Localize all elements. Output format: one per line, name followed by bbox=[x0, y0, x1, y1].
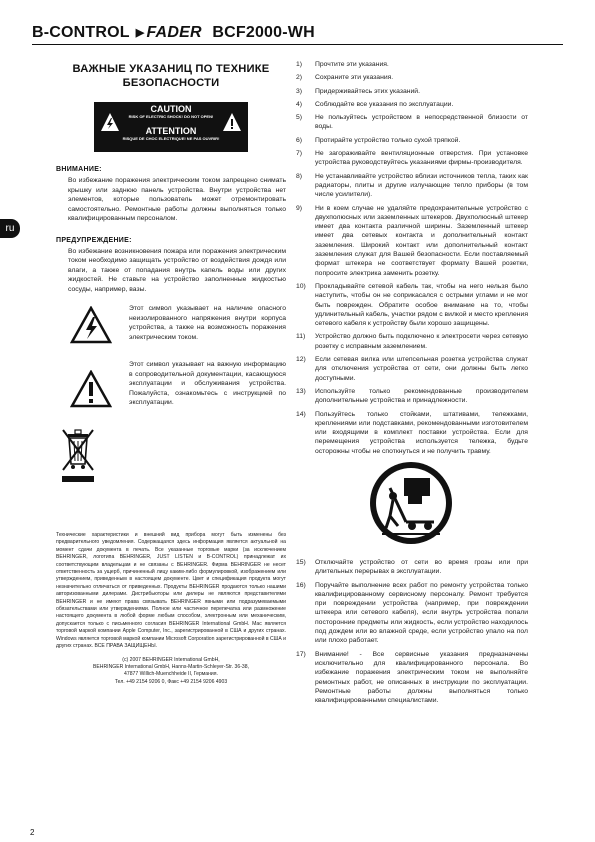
lightning-triangle-icon bbox=[70, 306, 112, 344]
item-number: 16) bbox=[296, 581, 306, 589]
item-text: Прокладывайте сетевой кабель так, чтобы на него нельзя было наступить, чтобы он не соприкасался с острыми углами и не мог быть поврежден. Обратите особое внимание на то, чтобы удлинительный кабель, участки рядом с вилкой и место крепления сетевого кабеля к устройству были хорошо защищены. bbox=[315, 282, 528, 328]
brand-line bbox=[32, 24, 563, 42]
item-text: Ни в коем случае не удаляйте предохранительные устройство с двухполюсных или заземленных штекеров. Двухполюсный штекер имеет два контакта различной ширины. Заземленный штекер имеет два сетевых контакта и дополнительный контакт заземления. Широкий контакт или дополнительный контакт заземления служат для Вашей безопасности. Если поставляемый формат штекера не соответствует формату Вашей розетки, попросите электрика заменить розетку. bbox=[315, 204, 528, 277]
item-text: Соблюдайте все указания по эксплуатации. bbox=[315, 100, 454, 108]
item-number: 6) bbox=[296, 136, 303, 144]
crossed-bin-icon bbox=[60, 424, 96, 488]
item-text: Не пользуйтесь устройством в непосредственной близости от воды. bbox=[315, 114, 528, 131]
header-rule bbox=[32, 44, 563, 45]
item-text: Не загораживайте вентиляционные отверстия. При установке устройства руководствуйтесь указаниями фирмы-производителя. bbox=[315, 150, 528, 167]
copyright-line: (c) 2007 BEHRINGER International GmbH, bbox=[122, 656, 220, 663]
safety-list-item bbox=[296, 60, 528, 69]
item-text: Отключайте устройство от сети во время грозы или при длительных перерывах в эксплуатации. bbox=[315, 558, 528, 576]
cart-warning-icon bbox=[368, 460, 454, 546]
address-line: BEHRINGER International GmbH, Hanns-Martin-Schleyer-Str. 36-38, bbox=[93, 663, 249, 670]
item-number: 12) bbox=[296, 356, 306, 364]
safety-list-item bbox=[296, 204, 528, 278]
item-text: Пользуйтесь только стойками, штативами, тележками, креплениями или подставками, рекомендованными изготовителем или входящими в комплект поставки устройства. Если для перемещения устройства используется тележка, будьте осторожны чтобы не споткнуться и не получить травму. bbox=[315, 410, 528, 455]
item-number: 8) bbox=[296, 172, 303, 180]
cart-warning-block bbox=[296, 460, 528, 550]
item-number: 13) bbox=[296, 387, 306, 395]
item-number: 15) bbox=[296, 558, 306, 566]
item-number: 5) bbox=[296, 114, 303, 122]
warning-text: Во избежание поражения электрическим током запрещено снимать крышку или заднюю панель устройства. Внутри устройства нет элементов, которые пользователь может отремонтировать самостоятельно. Ремонтные работы должны выполняться только квалифицированным персоналом. bbox=[68, 177, 286, 222]
item-number: 7) bbox=[296, 150, 303, 158]
safety-list-item bbox=[296, 136, 528, 145]
safety-list bbox=[296, 60, 528, 456]
copyright-block bbox=[56, 657, 286, 687]
safety-list-item bbox=[296, 113, 528, 132]
item-text: Поручайте выполнение всех работ по ремонту устройства только квалифицированному сервисному персоналу. Ремонт требуется при повреждении устройства (например, при повреждении штекера или сетевого кабеля), если внутрь устройства попали посторонние предметы или жидкость, если устройство находилось под дождем или во влажной среде, если устройство упало на пол или плохо работает. bbox=[315, 581, 528, 645]
item-text: Протирайте устройство только сухой тряпкой. bbox=[315, 136, 461, 144]
attention-heading: ATTENTION bbox=[145, 126, 197, 136]
item-number: 4) bbox=[296, 100, 303, 108]
right-column bbox=[296, 60, 528, 709]
item-text: Придерживайтесь этих указаний. bbox=[315, 87, 420, 95]
phone-line: Тел. +49 2154 9206 0, Факс +49 2154 9206 4903 bbox=[114, 678, 228, 685]
page-header bbox=[32, 24, 563, 52]
arrow-icon: ▶ bbox=[135, 27, 145, 39]
model-name: BCF2000-WH bbox=[212, 24, 315, 41]
safety-list-item bbox=[296, 100, 528, 109]
item-number: 17) bbox=[296, 650, 306, 658]
item-text: Если сетевая вилка или штепсельная розетка устройства служат для отключения устройства от сети, они должны быть легко доступными. bbox=[315, 356, 528, 382]
attention-subtext: RISQUE DE CHOC ELECTRIQUE! NE PAS OUVRIR! bbox=[122, 136, 220, 141]
legal-fineprint: Технические характеристики и внешний вид прибора могут быть изменены без предварительного уведомления. Содержащаяся здесь информация является актуальной на момент сдачи документа в печать. Все указанные торговые марки (за исключением BEHRINGER, логотипа BEHRINGER, JUST LISTEN и B-CONTROL) принадлежат их соответствующим владельцам и не связаны с BEHRINGER. Фирма BEHRINGER не несет ответственность за ущерб, причиненный лицу каким-либо формулировкой, изображением или утверждением, приведенным в настоящем документе. Цвет и спецификация продукта могут незначительно отличаться от приведенных. Продукты BEHRINGER продаются только нашими авторизованными дилерами. Дистрибьюторы или дилеры не являются представителями BEHRINGER и не имеют права связывать BEHRINGER явными или подразумеваемыми обязательствами или утверждениями. Полное или частичное перепечатка или размножение настоящего документа в любой форме любым способом, электронным или механическим, допускается только с письменного согласия BEHRINGER International GmbH. Mac является торговой маркой компании Apple Computer, Inc., зарегистрированной в США и других странах. Windows является торговой маркой компании Microsoft Corporation зарегистрированной в США и других странах. ВСЕ ПРАВА ЗАЩИЩЕНЫ. bbox=[56, 532, 286, 650]
safety-list-item bbox=[296, 558, 528, 577]
symbol-exclamation-text: Этот символ указывает на важную информацию в сопроводительной документации, касающуюся эксплуатации и обслуживания устройства. Пожалуйста, ознакомьтесь с инструкцией по эксплуатации. bbox=[129, 361, 286, 406]
item-number: 2) bbox=[296, 74, 303, 82]
symbol-lightning-row bbox=[56, 304, 286, 354]
safety-list-item bbox=[296, 73, 528, 82]
item-number: 1) bbox=[296, 61, 303, 68]
caution-subtext: RISK OF ELECTRIC SHOCK! DO NOT OPEN! bbox=[128, 114, 214, 119]
item-number: 14) bbox=[296, 410, 306, 418]
item-text: Используйте только рекомендованные производителем дополнительные устройства и принадлежности. bbox=[315, 387, 528, 405]
caution-heading: CAUTION bbox=[150, 104, 192, 114]
item-text: Прочтите эти указания. bbox=[315, 61, 389, 68]
city-line: 47877 Willich-Muenchheide II, Германия. bbox=[124, 671, 218, 678]
item-text: Внимание! - Все сервисные указания предназначены исключительно для квалифицированного персонала. Во избежание поражения электрическим током не выполняйте ремонтных работ, не описанных в инструкции по эксплуатации. Ремонтные работы должны выполняться только квалифицированными специалистами. bbox=[315, 650, 528, 705]
caution-label bbox=[94, 102, 248, 152]
left-column bbox=[56, 60, 286, 686]
exclamation-triangle-icon bbox=[70, 370, 112, 408]
safety-list-item bbox=[296, 387, 528, 406]
safety-list-item bbox=[296, 355, 528, 383]
safety-list-item bbox=[296, 410, 528, 456]
page-number: 2 bbox=[30, 828, 35, 837]
safety-list-item bbox=[296, 172, 528, 200]
safety-list-item bbox=[296, 581, 528, 646]
safety-list-item bbox=[296, 87, 528, 96]
brand-fader: FADER bbox=[146, 24, 202, 41]
exclamation-warning-icon bbox=[222, 112, 242, 132]
safety-list-item bbox=[296, 149, 528, 168]
safety-list-item bbox=[296, 282, 528, 328]
item-text: Не устанавливайте устройство вблизи источников тепла, таких как радиаторы, плиты и другие излучающие тепло приборы (в том числе усилители). bbox=[315, 172, 528, 199]
item-number: 11) bbox=[296, 333, 306, 341]
symbol-exclamation-row bbox=[56, 360, 286, 424]
warning-heading: ВНИМАНИЕ: bbox=[56, 166, 102, 173]
caution-text: Во избежание возникновения пожара или поражения электрическим током необходимо защищать устройство от воздействия дождя или влаги, а также от попадания внутрь капель воды или других жидкостей. Не ставьте на устройство заполненные жидкостью сосуды, например, вазы. bbox=[68, 247, 286, 293]
lightning-warning-icon bbox=[100, 112, 120, 132]
item-text: Сохраните эти указания. bbox=[315, 74, 394, 82]
language-tab: ru bbox=[0, 219, 20, 238]
safety-list-item bbox=[296, 332, 528, 351]
item-number: 9) bbox=[296, 204, 303, 212]
page-title: ВАЖНЫЕ УКАЗАНИЦ ПО ТЕХНИКЕ БЕЗОПАСНОСТИ bbox=[72, 63, 270, 89]
item-number: 3) bbox=[296, 87, 303, 95]
weee-block bbox=[56, 424, 286, 504]
safety-list-item bbox=[296, 650, 528, 706]
caution-heading-2: ПРЕДУПРЕЖДЕНИЕ: bbox=[56, 236, 132, 244]
symbol-lightning-text: Этот символ указывает на наличие опасного неизолированного напряжения внутри корпуса устройства, а также на возможность поражения электрическим током. bbox=[129, 305, 286, 341]
item-text: Устройство должно быть подключено к электросети через сетевую розетку с исправным заземлением. bbox=[315, 333, 528, 350]
safety-list-continued bbox=[296, 558, 528, 705]
item-number: 10) bbox=[296, 282, 306, 290]
brand-name: B-CONTROL bbox=[32, 24, 130, 41]
